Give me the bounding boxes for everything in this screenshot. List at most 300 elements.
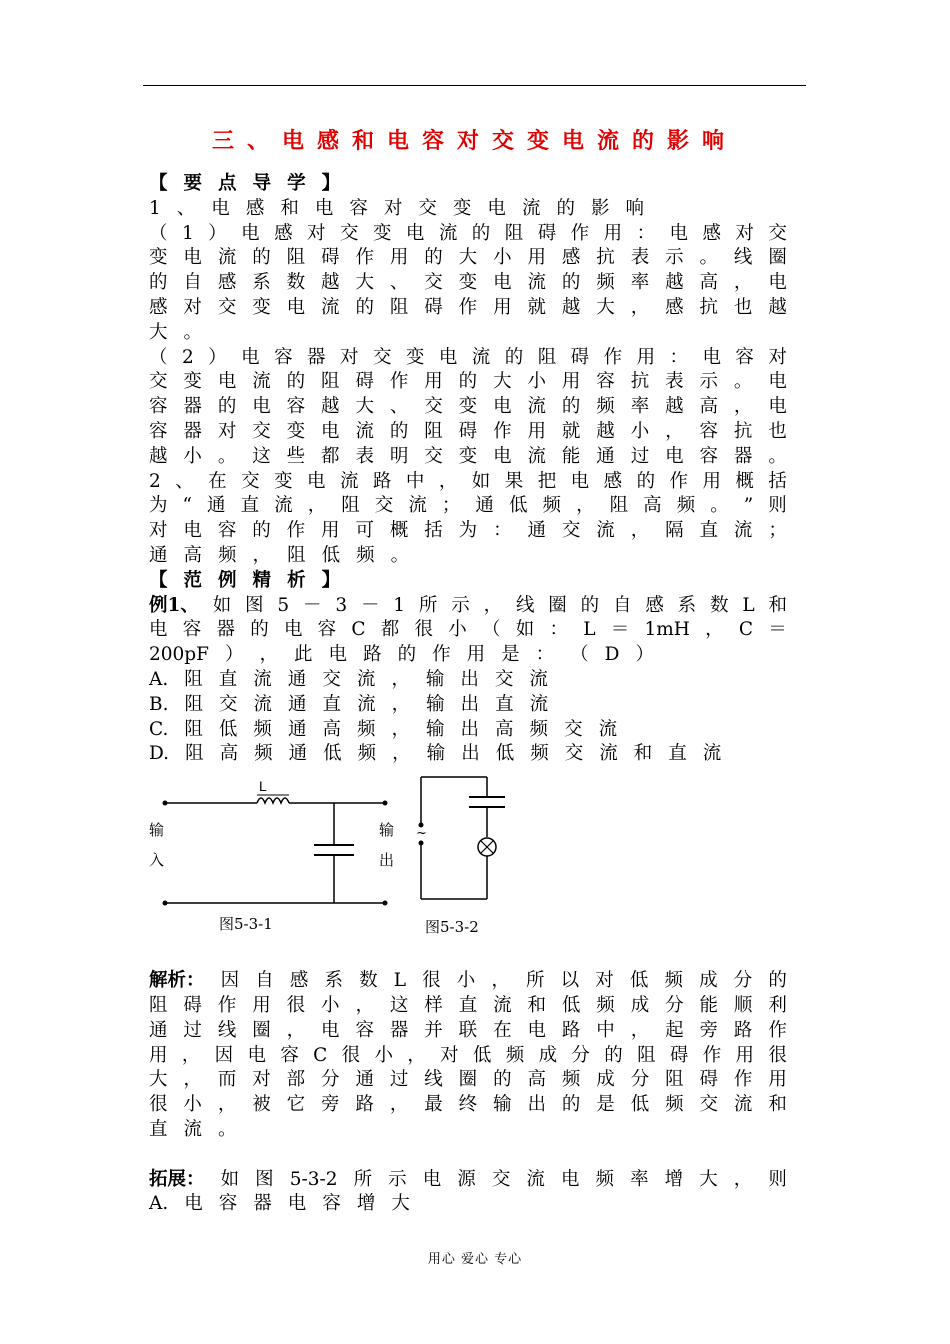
- text-glyph: 电: [768, 396, 787, 418]
- text-glyph: 过: [183, 1019, 202, 1041]
- text-glyph: 。: [699, 247, 719, 269]
- text-glyph: 电: [665, 445, 684, 467]
- text-glyph: 的: [768, 970, 787, 992]
- text-glyph: 电: [560, 1168, 580, 1190]
- text-glyph: 而: [217, 1069, 237, 1091]
- text-glyph: ，: [576, 495, 595, 517]
- text-glyph: 越: [321, 396, 340, 418]
- text-glyph: 频: [530, 743, 549, 765]
- text-glyph: 高: [527, 1069, 546, 1091]
- text-glyph: 通: [149, 544, 168, 566]
- text-glyph: 碍: [570, 346, 590, 368]
- text-glyph: 能: [561, 445, 581, 467]
- text-glyph: ，: [630, 296, 650, 318]
- text-glyph: ，: [259, 644, 279, 666]
- text-glyph: 感: [289, 970, 309, 992]
- text-glyph: 在: [208, 470, 227, 492]
- text-glyph: ，: [630, 520, 650, 542]
- text-glyph: “: [182, 495, 193, 517]
- text-glyph: 出: [527, 1094, 546, 1116]
- text-glyph: 作: [458, 296, 478, 318]
- text-glyph: 器: [307, 346, 326, 368]
- text-glyph: 交: [564, 743, 584, 765]
- text-glyph: 利: [768, 994, 787, 1016]
- text-glyph: 的: [250, 619, 269, 641]
- text-glyph: 自: [183, 272, 202, 294]
- text-line: [149, 519, 787, 544]
- text-glyph: 自: [255, 970, 274, 992]
- text-glyph: 交: [561, 520, 581, 542]
- text-glyph: 交: [494, 668, 514, 690]
- text-glyph: 的: [252, 247, 271, 269]
- text-glyph: 线: [515, 594, 535, 616]
- text-glyph: 交: [418, 197, 437, 219]
- text-glyph: ，: [355, 994, 374, 1016]
- text-glyph: ，: [391, 718, 410, 740]
- text-glyph: 大: [391, 1193, 410, 1215]
- text-line: [149, 470, 787, 495]
- text-glyph: 电: [493, 396, 512, 418]
- text-glyph: 阻: [665, 1069, 684, 1091]
- text-glyph: 交: [322, 668, 341, 690]
- text-glyph: 的: [286, 371, 306, 393]
- text-glyph: 过: [630, 445, 650, 467]
- text-glyph: 频: [665, 1094, 684, 1116]
- text-glyph: 概: [389, 520, 409, 542]
- text-glyph: 交: [149, 371, 168, 393]
- text-glyph: 直: [495, 693, 514, 715]
- text-glyph: ）: [208, 222, 227, 244]
- text-glyph: 出: [460, 668, 479, 690]
- page-footer: 用心 爱心 专心: [427, 1252, 523, 1267]
- text-glyph: 容: [317, 619, 337, 641]
- text-glyph: 1: [149, 197, 161, 219]
- text-glyph: 电: [493, 445, 512, 467]
- text-glyph: 的: [149, 272, 168, 294]
- text-glyph: 旁: [699, 1019, 719, 1041]
- text-glyph: 示: [451, 594, 470, 616]
- text-glyph: ，: [491, 970, 510, 992]
- text-glyph: 、: [175, 470, 194, 492]
- text-glyph: 流: [598, 718, 618, 740]
- text-glyph: 变: [274, 470, 293, 492]
- text-glyph: ，: [217, 1094, 237, 1116]
- text-glyph: 率: [630, 1168, 649, 1190]
- text-glyph: 范: [183, 569, 203, 591]
- text-glyph: 作: [669, 470, 689, 492]
- text-glyph: 变: [452, 197, 472, 219]
- text-glyph: 低: [630, 1094, 650, 1116]
- text-glyph: 交: [372, 346, 392, 368]
- text-glyph: 用: [252, 994, 271, 1016]
- text-glyph: 都: [321, 445, 340, 467]
- text-glyph: 低: [629, 970, 649, 992]
- text-glyph: 器: [389, 1019, 409, 1041]
- text-glyph: 系: [324, 970, 344, 992]
- text-glyph: 此: [294, 644, 313, 666]
- text-glyph: 是: [596, 1094, 615, 1116]
- text-glyph: 频: [505, 1044, 525, 1066]
- text-glyph: 很: [414, 619, 434, 641]
- text-glyph: 流: [357, 693, 376, 715]
- circuit-figure-5-3-2: [416, 777, 505, 936]
- text-glyph: 电: [287, 1193, 307, 1215]
- text-glyph: 阻: [184, 718, 203, 740]
- text-glyph: 低: [472, 1044, 492, 1066]
- text-glyph: 路: [355, 1094, 374, 1116]
- text-glyph: 作: [286, 520, 306, 542]
- text-glyph: 精: [252, 569, 272, 591]
- text-glyph: 表: [355, 445, 374, 467]
- input-label-1: 输: [149, 821, 165, 840]
- text-glyph: 如: [471, 470, 491, 492]
- text-glyph: 容: [355, 1019, 374, 1041]
- text-glyph: C.: [149, 718, 169, 740]
- text-glyph: 小: [493, 247, 512, 269]
- text-glyph: 的: [561, 396, 581, 418]
- text-glyph: 图: [245, 594, 264, 616]
- text-glyph: 电: [493, 272, 512, 294]
- text-glyph: 因: [220, 970, 240, 992]
- document-body: [149, 172, 787, 1217]
- text-glyph: ，: [733, 272, 753, 294]
- text-glyph: 示: [665, 247, 684, 269]
- text-glyph: 器: [253, 1193, 272, 1215]
- text-glyph: 都: [380, 619, 400, 641]
- text-glyph: 高: [699, 396, 719, 418]
- text-glyph: 。: [183, 321, 203, 343]
- text-glyph: 用: [389, 247, 409, 269]
- text-glyph: 变: [458, 445, 478, 467]
- text-glyph: 出: [461, 743, 480, 765]
- text-glyph: 电: [328, 644, 348, 666]
- text-glyph: 概: [735, 470, 754, 492]
- text-glyph: 、: [389, 396, 409, 418]
- text-glyph: 所: [353, 1168, 373, 1190]
- text-glyph: 抗: [596, 247, 615, 269]
- text-glyph: 频: [596, 396, 615, 418]
- text-glyph: 高: [322, 718, 341, 740]
- text-glyph: 频: [596, 994, 615, 1016]
- text-glyph: 最: [424, 1094, 443, 1116]
- text-glyph: 表: [630, 247, 650, 269]
- text-glyph: 小: [321, 994, 340, 1016]
- text-glyph: 电: [669, 222, 689, 244]
- text-glyph: 如: [515, 619, 535, 641]
- text-glyph: 对: [149, 520, 168, 542]
- text-glyph: 频: [529, 718, 549, 740]
- text-line: [149, 494, 787, 519]
- text-glyph: 流: [274, 495, 293, 517]
- text-glyph: 器: [216, 619, 235, 641]
- text-glyph: 小: [183, 1094, 202, 1116]
- text-glyph: 小: [183, 445, 202, 467]
- text-glyph: 抗: [630, 371, 650, 393]
- text-glyph: 高: [219, 743, 239, 765]
- text-glyph: ＝: [768, 619, 787, 641]
- text-glyph: C: [313, 1044, 328, 1066]
- text-glyph: 流: [339, 470, 359, 492]
- text-glyph: 因: [214, 1044, 234, 1066]
- text-glyph: ：: [669, 346, 689, 368]
- text-glyph: 路: [372, 470, 392, 492]
- text-glyph: 、: [389, 272, 409, 294]
- text-glyph: 阻: [184, 668, 203, 690]
- text-glyph: 容: [699, 445, 719, 467]
- text-glyph: 对: [252, 1069, 271, 1091]
- text-glyph: 感: [245, 197, 265, 219]
- text-glyph: 变: [183, 371, 202, 393]
- text-glyph: 响: [625, 197, 644, 219]
- text-glyph: 被: [252, 1094, 271, 1116]
- text-glyph: 感: [603, 470, 623, 492]
- text-glyph: 的: [217, 396, 237, 418]
- text-glyph: 电: [211, 197, 230, 219]
- text-glyph: 流: [355, 420, 374, 442]
- text-glyph: 很: [422, 970, 441, 992]
- text-glyph: 流: [733, 520, 753, 542]
- text-glyph: 通: [287, 668, 307, 690]
- text-glyph: 也: [768, 420, 787, 442]
- text-glyph: 很: [149, 1094, 168, 1116]
- text-glyph: 变: [286, 420, 306, 442]
- text-glyph: 交: [219, 693, 238, 715]
- text-glyph: 分: [665, 994, 684, 1016]
- text-glyph: 系: [252, 272, 271, 294]
- text-glyph: 阻: [287, 544, 306, 566]
- text-glyph: 圈: [252, 1019, 271, 1041]
- text-glyph: ；: [768, 520, 787, 542]
- text-glyph: 碍: [458, 420, 478, 442]
- text-glyph: （: [149, 222, 168, 244]
- text-glyph: 对: [183, 296, 202, 318]
- text-glyph: ，: [252, 544, 272, 566]
- text-glyph: 流: [702, 743, 722, 765]
- text-glyph: 影: [590, 197, 610, 219]
- text-glyph: 用: [466, 644, 486, 666]
- text-glyph: 作: [389, 371, 409, 393]
- text-glyph: 【: [149, 173, 168, 194]
- text-glyph: ，: [389, 1094, 409, 1116]
- text-glyph: 数: [710, 594, 729, 616]
- text-glyph: 路: [363, 644, 382, 666]
- text-glyph: 表: [665, 371, 684, 393]
- text-glyph: 。: [710, 495, 729, 517]
- text-glyph: ，: [391, 693, 411, 715]
- text-glyph: 在: [493, 1019, 512, 1041]
- text-glyph: B.: [149, 693, 169, 715]
- text-glyph: 图: [255, 1168, 274, 1190]
- text-glyph: ：: [535, 644, 555, 666]
- text-glyph: 对: [735, 222, 754, 244]
- text-glyph: 感: [702, 222, 721, 244]
- text-glyph: 流: [526, 1168, 545, 1190]
- text-glyph: 交: [768, 222, 787, 244]
- text-glyph: 用: [493, 296, 512, 318]
- text-glyph: 阻: [389, 296, 409, 318]
- header-rule: [143, 85, 806, 86]
- text-line: [149, 246, 787, 271]
- text-glyph: 1: [181, 222, 194, 244]
- text-glyph: 的: [604, 1044, 623, 1066]
- text-glyph: （: [149, 346, 168, 368]
- text-line: [149, 172, 787, 197]
- text-glyph: 要: [183, 173, 203, 194]
- text-glyph: 圈: [458, 1069, 478, 1091]
- text-glyph: ）: [635, 644, 655, 666]
- text-glyph: 交: [424, 445, 443, 467]
- text-glyph: 例: [218, 569, 237, 591]
- text-glyph: 电: [286, 296, 306, 318]
- text-glyph: 。: [218, 1118, 237, 1140]
- text-glyph: 流: [408, 495, 427, 517]
- text-glyph: 交: [699, 1094, 719, 1116]
- text-glyph: 的: [458, 371, 478, 393]
- text-glyph: 数: [286, 272, 306, 294]
- text-line: [149, 1044, 787, 1069]
- text-glyph: 感: [217, 272, 237, 294]
- text-glyph: 高: [643, 495, 662, 517]
- text-glyph: －: [303, 594, 322, 616]
- text-glyph: 碍: [699, 1069, 719, 1091]
- text-glyph: 低: [218, 718, 238, 740]
- text-glyph: 用: [424, 371, 443, 393]
- text-glyph: 电: [247, 1044, 266, 1066]
- text-glyph: 流: [253, 668, 272, 690]
- text-glyph: 的: [355, 296, 374, 318]
- text-glyph: 阻: [286, 247, 306, 269]
- text-glyph: 率: [630, 272, 650, 294]
- text-glyph: 对: [440, 1044, 459, 1066]
- text-glyph: 些: [286, 445, 306, 467]
- text-glyph: ）: [208, 346, 227, 368]
- text-glyph: 示: [699, 371, 719, 393]
- text-line: [149, 346, 787, 371]
- text-glyph: 出: [460, 693, 480, 715]
- text-glyph: 阻: [149, 994, 168, 1016]
- text-glyph: 频: [253, 718, 272, 740]
- text-glyph: 的: [252, 520, 271, 542]
- text-glyph: 通: [149, 1019, 168, 1041]
- text-block-analysis: [149, 969, 787, 1217]
- text-glyph: 对: [383, 197, 403, 219]
- text-glyph: 阻: [637, 1044, 656, 1066]
- text-glyph: ：: [493, 520, 512, 542]
- text-glyph: ，: [391, 668, 410, 690]
- text-glyph: 电: [183, 520, 202, 542]
- text-glyph: 电: [321, 1019, 340, 1041]
- text-glyph: 的: [493, 1069, 512, 1091]
- text-line: [149, 994, 787, 1019]
- text-glyph: 2: [181, 346, 194, 368]
- text-glyph: 1mH: [644, 619, 690, 641]
- text-glyph: 流: [253, 693, 273, 715]
- text-glyph: 感: [274, 222, 293, 244]
- text-glyph: ：: [636, 222, 656, 244]
- text-glyph: 直: [668, 743, 687, 765]
- text-glyph: ，: [733, 1168, 753, 1190]
- text-glyph: 对: [768, 346, 787, 368]
- text-glyph: 高: [183, 544, 203, 566]
- text-glyph: 电: [241, 222, 260, 244]
- text-glyph: ，: [181, 1044, 201, 1066]
- text-glyph: 为: [458, 520, 478, 542]
- text-glyph: 隔: [665, 520, 684, 542]
- text-glyph: 阻: [609, 495, 629, 517]
- text-glyph: 是: [501, 644, 520, 666]
- text-glyph: 如: [212, 594, 232, 616]
- text-glyph: 通: [355, 1069, 374, 1091]
- text-glyph: 和: [527, 994, 546, 1016]
- circuit-figure-5-3-1: [149, 775, 569, 955]
- text-glyph: 过: [389, 1069, 409, 1091]
- text-glyph: 的: [556, 197, 575, 219]
- text-glyph: 可: [355, 520, 374, 542]
- text-glyph: ：: [549, 619, 568, 641]
- text-glyph: 交: [424, 396, 443, 418]
- text-glyph: 交: [339, 222, 359, 244]
- text-glyph: 频: [254, 743, 273, 765]
- text-glyph: 的: [397, 644, 417, 666]
- text-glyph: 通: [288, 693, 307, 715]
- text-glyph: 器: [733, 445, 753, 467]
- text-glyph: 旁: [321, 1094, 340, 1116]
- text-glyph: 交: [241, 470, 260, 492]
- text-glyph: ，: [438, 470, 458, 492]
- text-glyph: 输: [426, 743, 446, 765]
- text-glyph: 流: [527, 396, 546, 418]
- text-glyph: 和: [280, 197, 299, 219]
- text-glyph: 流: [356, 668, 376, 690]
- text-glyph: 流: [183, 1118, 203, 1140]
- text-glyph: 电: [768, 371, 787, 393]
- text-glyph: 越: [596, 420, 615, 442]
- input-label-2: 入: [149, 851, 165, 870]
- ac-source-symbol: ~: [416, 826, 427, 842]
- text-glyph: 】: [321, 173, 341, 194]
- text-glyph: 3: [335, 594, 348, 616]
- text-glyph: A.: [149, 668, 169, 690]
- text-glyph: C: [738, 619, 753, 641]
- text-glyph: 用: [527, 247, 546, 269]
- text-glyph: 成: [630, 994, 650, 1016]
- text-glyph: 容: [217, 520, 237, 542]
- text-glyph: 频: [356, 718, 376, 740]
- text-glyph: L: [393, 970, 407, 992]
- text-glyph: 为: [149, 495, 168, 517]
- text-glyph: 拓展：: [149, 1168, 205, 1190]
- text-glyph: 【: [149, 569, 168, 591]
- text-line: [149, 197, 787, 222]
- figure1-caption: 图5-3-1: [219, 915, 273, 934]
- text-glyph: 越: [561, 296, 581, 318]
- text-glyph: 变: [458, 272, 478, 294]
- text-glyph: 和: [768, 1094, 787, 1116]
- text-glyph: 低: [323, 743, 342, 765]
- text-glyph: 高: [699, 272, 719, 294]
- text-glyph: 析: [287, 569, 306, 591]
- text-glyph: 低: [495, 743, 515, 765]
- text-glyph: 5: [277, 594, 290, 616]
- text-glyph: 流: [252, 371, 271, 393]
- text-glyph: 的: [636, 470, 656, 492]
- text-glyph: 直: [240, 495, 260, 517]
- text-glyph: 频: [357, 743, 377, 765]
- text-line: [149, 420, 787, 445]
- text-glyph: 果: [504, 470, 524, 492]
- text-glyph: 大: [355, 396, 374, 418]
- text-glyph: 阻: [185, 743, 204, 765]
